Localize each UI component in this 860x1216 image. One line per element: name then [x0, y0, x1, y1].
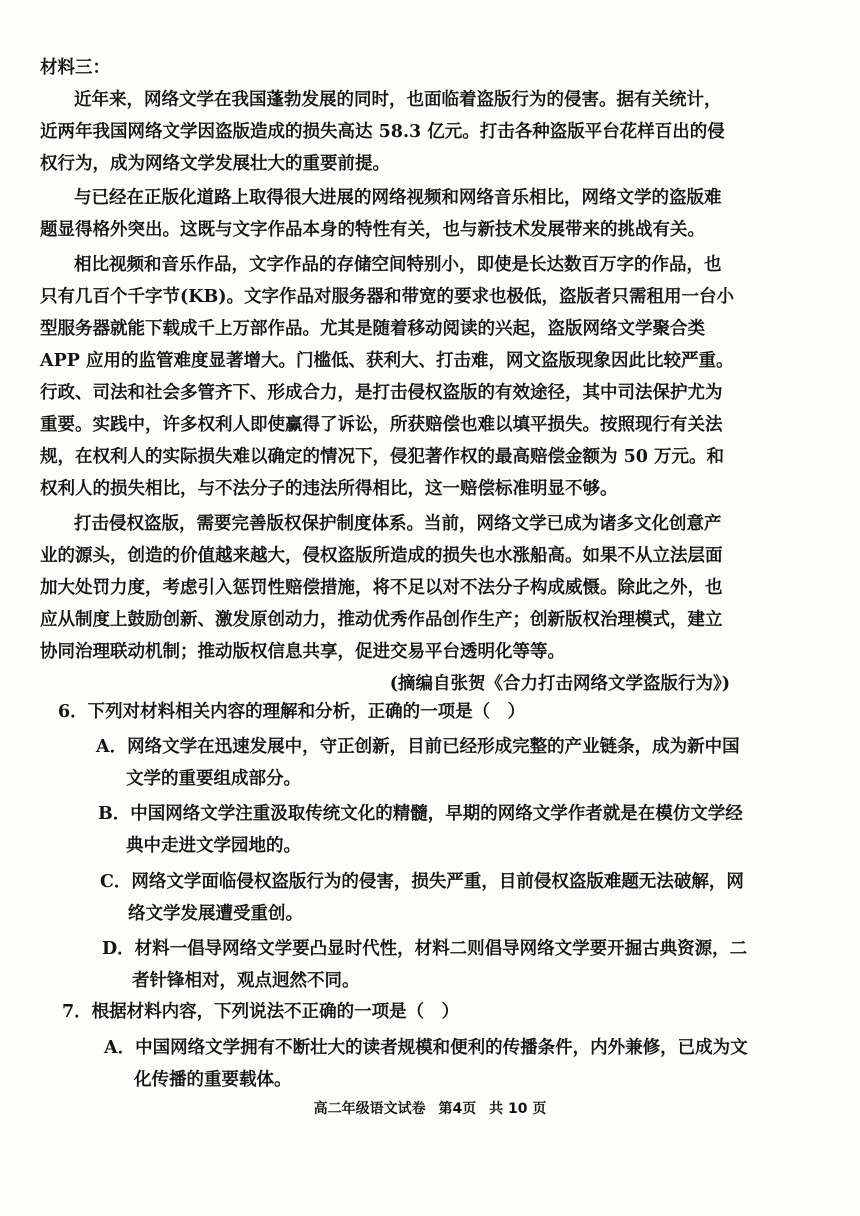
question-6-stem: 6．下列对材料相关内容的理解和分析，正确的一项是（ ） — [58, 702, 526, 722]
q6-option-b-cont: 典中走进文学园地的。 — [126, 836, 301, 856]
q6-option-d: D．材料一倡导网络文学要凸显时代性，材料二则倡导网络文学要开掘古典资源，二 — [102, 939, 748, 959]
paragraph-line: 权利人的损失相比，与不法分子的违法所得相比，这一赔偿标准明显不够。 — [40, 479, 618, 499]
paragraph-line: 近两年我国网络文学因盗版造成的损失高达 58.3 亿元。打击各种盗版平台花样百出的侵 — [40, 122, 725, 142]
paragraph-line: 与已经在正版化道路上取得很大进展的网络视频和网络音乐相比，网络文学的盗版难 — [74, 188, 722, 208]
q6-option-d-cont: 者针锋相对，观点迥然不同。 — [132, 971, 360, 991]
q6-option-a-cont: 文学的重要组成部分。 — [126, 769, 301, 789]
footer-page-number: 第4页 — [438, 1101, 477, 1117]
q6-option-c: C．网络文学面临侵权盗版行为的侵害，损失严重，目前侵权盗版难题无法破解，网 — [100, 872, 744, 892]
paragraph-line: 打击侵权盗版，需要完善版权保护制度体系。当前，网络文学已成为诸多文化创意产 — [74, 514, 722, 534]
paragraph-line: 题显得格外突出。这既与文字作品本身的特性有关，也与新技术发展带来的挑战有关。 — [40, 220, 705, 240]
page-footer — [0, 1098, 860, 1118]
source-citation: (摘编自张贺《合力打击网络文学盗版行为》) — [389, 674, 730, 694]
paragraph-line: 型服务器就能下载成千上万部作品。尤其是随着移动阅读的兴起，盗版网络文学聚合类 — [40, 319, 705, 339]
footer-total-pages: 共 10 页 — [489, 1101, 547, 1117]
paragraph-line: 加大处罚力度，考虑引入惩罚性赔偿措施，将不足以对不法分子构成威慑。除此之外，也 — [40, 578, 723, 598]
q7-option-a: A．中国网络文学拥有不断壮大的读者规模和便利的传播条件，内外兼修，已成为文 — [104, 1038, 748, 1058]
question-7-stem: 7．根据材料内容，下列说法不正确的一项是（ ） — [62, 1002, 460, 1022]
paragraph-line: 重要。实践中，许多权利人即使赢得了诉讼，所获赔偿也难以填平损失。按照现行有关法 — [40, 415, 723, 435]
q7-option-a-cont: 化传播的重要载体。 — [134, 1070, 292, 1090]
paragraph-line: 应从制度上鼓励创新、激发原创动力，推动优秀作品创作生产；创新版权治理模式，建立 — [40, 610, 723, 630]
paragraph-line: 权行为，成为网络文学发展壮大的重要前提。 — [40, 154, 390, 174]
paragraph-line: 协同治理联动机制；推动版权信息共享，促进交易平台透明化等等。 — [40, 642, 565, 662]
paragraph-line: 行政、司法和社会多管齐下、形成合力，是打击侵权盗版的有效途径，其中司法保护尤为 — [40, 383, 723, 403]
paragraph-line: APP 应用的监管难度显著增大。门槛低、获利大、打击难，网文盗版现象因此比较严重。 — [40, 351, 734, 371]
paragraph-line: 业的源头，创造的价值越来越大，侵权盗版所造成的损失也水涨船高。如果不从立法层面 — [40, 546, 723, 566]
paragraph-line: 近年来，网络文学在我国蓬勃发展的同时，也面临着盗版行为的侵害。据有关统计， — [74, 90, 722, 110]
footer-title: 高二年级语文试卷 — [313, 1101, 426, 1117]
material-heading: 材料三： — [40, 58, 110, 78]
paragraph-line: 规，在权利人的实际损失难以确定的情况下，侵犯著作权的最高赔偿金额为 50 万元。和 — [40, 447, 725, 467]
q6-option-b: B．中国网络文学注重汲取传统文化的精髓，早期的网络文学作者就是在模仿文学经 — [98, 804, 743, 824]
q6-option-c-cont: 络文学发展遭受重创。 — [128, 904, 303, 924]
paragraph-line: 相比视频和音乐作品，文字作品的存储空间特别小，即使是长达数百万字的作品，也 — [74, 255, 722, 275]
q6-option-a: A．网络文学在迅速发展中，守正创新，目前已经形成完整的产业链条，成为新中国 — [96, 737, 740, 757]
paragraph-line: 只有几百个千字节(KB)。文字作品对服务器和带宽的要求也极低，盗版者只需租用一台小 — [40, 287, 735, 307]
